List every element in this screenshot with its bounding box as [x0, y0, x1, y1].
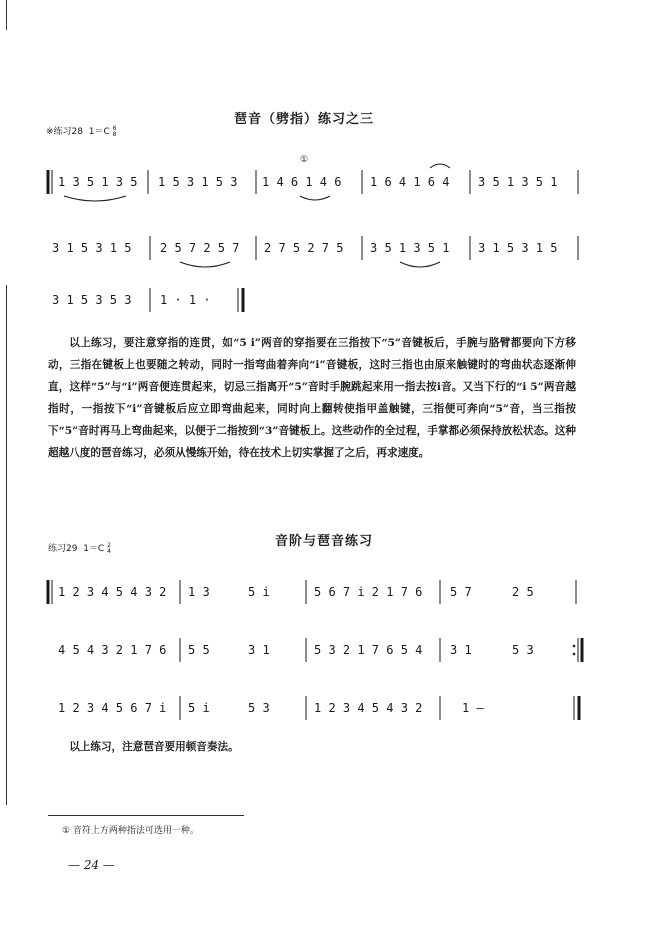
paragraph-explanation	[48, 332, 576, 464]
measure-notes: 2 5 7 2 5 7	[160, 241, 240, 255]
measure-notes: 2 5	[512, 585, 534, 599]
measure-notes: 3 1	[450, 643, 472, 657]
measure-notes: 1 4 6 1 4 6	[262, 175, 342, 189]
measure-notes: 5 3	[248, 701, 270, 715]
measure-notes: 3 1	[248, 643, 270, 657]
staff-row	[48, 155, 578, 201]
staff-row	[52, 288, 243, 312]
measure-notes: 1 6 4 1 6 4	[370, 175, 450, 189]
staff-row	[48, 580, 576, 604]
measure-notes: 5 i	[188, 701, 210, 715]
key-signature: 1＝C	[88, 127, 110, 137]
paragraph-text: 以上练习，要注意穿指的连贯，如“5 i”两音的穿指要在三指按下“5”音键板后，手腕与胳臂都要向下方移动，三指在键板上也要随之转动，同时一指弯曲着奔向“i”音键板，这时三指也由原来触键时的弯曲状态逐渐伸直，这样“5”与“i”两音便连贯起来，切忌三指离开“5”音时手腕跳起来用一指去按i音。又当下行的“i 5”两音越指时，一指按下“i”音键板后应立即弯曲起来，同时向上翻转使指甲盖触键，三指便可奔向“5”音，当三指按下“5”音时再马上弯曲起来，以便于二指按到“3”音键板上。这些动作的全过程，手掌都必须保持放松状态。这种超越八度的琶音练习，必须从慢练开始，待在技术上切实掌握了之后，再求速度。	[48, 337, 576, 459]
measure-notes: 4 5 4 3 2 1 7 6	[58, 643, 167, 657]
exercise-label	[48, 541, 111, 555]
measure-notes: 3 5 1 3 5 1	[370, 241, 450, 255]
measure-notes: 5 i	[248, 585, 270, 599]
footnote-rule	[48, 815, 244, 816]
repeat-dot	[573, 645, 576, 648]
margin-line	[6, 285, 7, 805]
measure-notes: 1 · 1 ·	[160, 293, 211, 307]
section-title: 音阶与琶音练习	[275, 534, 374, 549]
paragraph-text: 以上练习，注意琶音要用顿音奏法。	[69, 741, 239, 753]
staff-row	[52, 236, 578, 267]
paragraph-note	[48, 736, 576, 758]
exercise-number: 练习29	[48, 544, 78, 554]
measure-notes: 3 1 5 3 1 5	[52, 241, 132, 255]
staff-row	[58, 696, 579, 720]
measure-notes: 1 3	[188, 585, 210, 599]
staff-row	[58, 638, 582, 662]
slur-arc	[400, 262, 440, 267]
measure-notes: 5 7	[450, 585, 472, 599]
measure-notes: 1 —	[462, 701, 484, 715]
exercise-number: ※练习28	[46, 127, 83, 137]
circled-marker: ①	[300, 155, 309, 165]
key-signature: 1＝C	[83, 544, 105, 554]
section-title: 琶音（劈指）练习之三	[234, 112, 375, 127]
score-exercise-28	[0, 0, 655, 330]
footnote: ① 音符上方两种指法可选用一种。	[62, 826, 199, 836]
measure-notes: 3 1 5 3 1 5	[478, 241, 558, 255]
slur-arc	[430, 164, 450, 168]
measure-notes: 3 5 1 3 5 1	[478, 175, 558, 189]
measure-notes: 1 2 3 4 5 6 7 i	[58, 701, 167, 715]
measure-notes: 5 6 7 i 2 1 7 6	[314, 585, 423, 599]
repeat-dot	[573, 653, 576, 656]
measure-notes: 1 5 3 1 5 3	[158, 175, 238, 189]
measure-notes: 5 3	[512, 643, 534, 657]
measure-notes: 1 2 3 4 5 4 3 2	[314, 701, 423, 715]
measure-notes: 3 1 5 3 5 3	[52, 293, 132, 307]
measure-notes: 1 2 3 4 5 4 3 2	[58, 585, 167, 599]
page-number: — 24 —	[68, 858, 115, 872]
time-signature: 6 8	[112, 124, 117, 138]
slur-arc	[64, 196, 126, 201]
time-signature: 2 4	[107, 541, 111, 555]
measure-notes: 5 5	[188, 643, 210, 657]
slur-arc	[300, 196, 330, 200]
measure-notes: 1 3 5 1 3 5	[58, 175, 138, 189]
measure-notes: 5 3 2 1 7 6 5 4	[314, 643, 423, 657]
slur-arc	[180, 262, 230, 267]
measure-notes: 2 7 5 2 7 5	[264, 241, 344, 255]
